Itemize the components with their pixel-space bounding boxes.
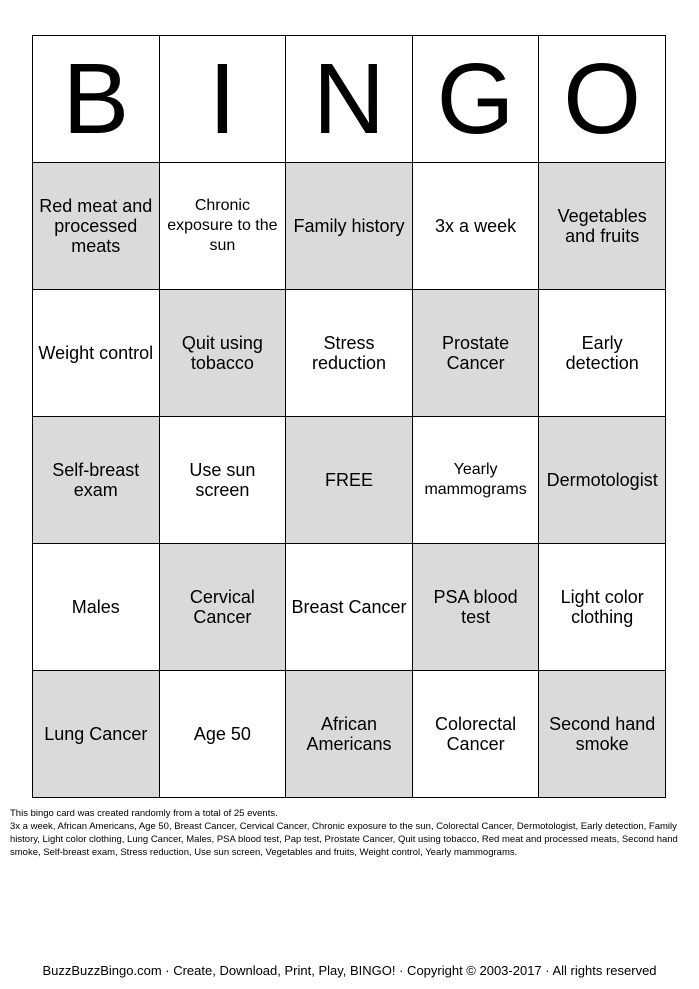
header-letter-i: I bbox=[159, 36, 286, 163]
bingo-cell: Chronic exposure to the sun bbox=[159, 163, 286, 290]
header-letter-b: B bbox=[33, 36, 160, 163]
bingo-cell: Weight control bbox=[33, 290, 160, 417]
bingo-cell: Self-breast exam bbox=[33, 417, 160, 544]
header-letter-g: G bbox=[412, 36, 539, 163]
bingo-cell: Family history bbox=[286, 163, 413, 290]
site-copyright-line: BuzzBuzzBingo.com · Create, Download, Print, Play, BINGO! · Copyright © 2003-2017 · All rights reserved bbox=[42, 963, 657, 978]
bingo-free-cell: FREE bbox=[286, 417, 413, 544]
bingo-cell: Stress reduction bbox=[286, 290, 413, 417]
bingo-cell: African Americans bbox=[286, 671, 413, 798]
bingo-cell: Use sun screen bbox=[159, 417, 286, 544]
bingo-cell: Second hand smoke bbox=[539, 671, 666, 798]
bingo-row-1 bbox=[33, 163, 666, 290]
bingo-cell: Males bbox=[33, 544, 160, 671]
bingo-cell: Age 50 bbox=[159, 671, 286, 798]
bingo-cell: Dermotologist bbox=[539, 417, 666, 544]
bingo-cell: Breast Cancer bbox=[286, 544, 413, 671]
bingo-header-row bbox=[33, 36, 666, 163]
bingo-cell: Red meat and processed meats bbox=[33, 163, 160, 290]
bingo-cell: Early detection bbox=[539, 290, 666, 417]
bingo-cell: Prostate Cancer bbox=[412, 290, 539, 417]
bingo-card bbox=[32, 35, 666, 798]
card-description bbox=[10, 807, 678, 859]
bingo-cell: Quit using tobacco bbox=[159, 290, 286, 417]
bingo-cell: PSA blood test bbox=[412, 544, 539, 671]
bingo-cell: Colorectal Cancer bbox=[412, 671, 539, 798]
card-event-list: 3x a week, African Americans, Age 50, Breast Cancer, Cervical Cancer, Chronic exposure to the sun, Colorectal Cancer, Dermotologist, Early detection, Family history, Light color clothing, Lung Cancer, Males, PSA blood test, Pap test, Prostate Cancer, Quit using tobacco, Red meat and processed meats, Second hand smoke, Self-breast exam, Stress reduction, Use sun screen, Vegetables and fruits, Weight control, Yearly mammograms. bbox=[10, 821, 678, 858]
bingo-row-5 bbox=[33, 671, 666, 798]
card-description-intro: This bingo card was created randomly from a total of 25 events. bbox=[10, 808, 278, 819]
bingo-cell: Cervical Cancer bbox=[159, 544, 286, 671]
bingo-row-2 bbox=[33, 290, 666, 417]
bingo-cell: Yearly mammograms bbox=[412, 417, 539, 544]
bingo-row-4 bbox=[33, 544, 666, 671]
bingo-row-3 bbox=[33, 417, 666, 544]
bingo-cell: Lung Cancer bbox=[33, 671, 160, 798]
bingo-cell: Light color clothing bbox=[539, 544, 666, 671]
bingo-cell: Vegetables and fruits bbox=[539, 163, 666, 290]
header-letter-n: N bbox=[286, 36, 413, 163]
bingo-cell: 3x a week bbox=[412, 163, 539, 290]
header-letter-o: O bbox=[539, 36, 666, 163]
